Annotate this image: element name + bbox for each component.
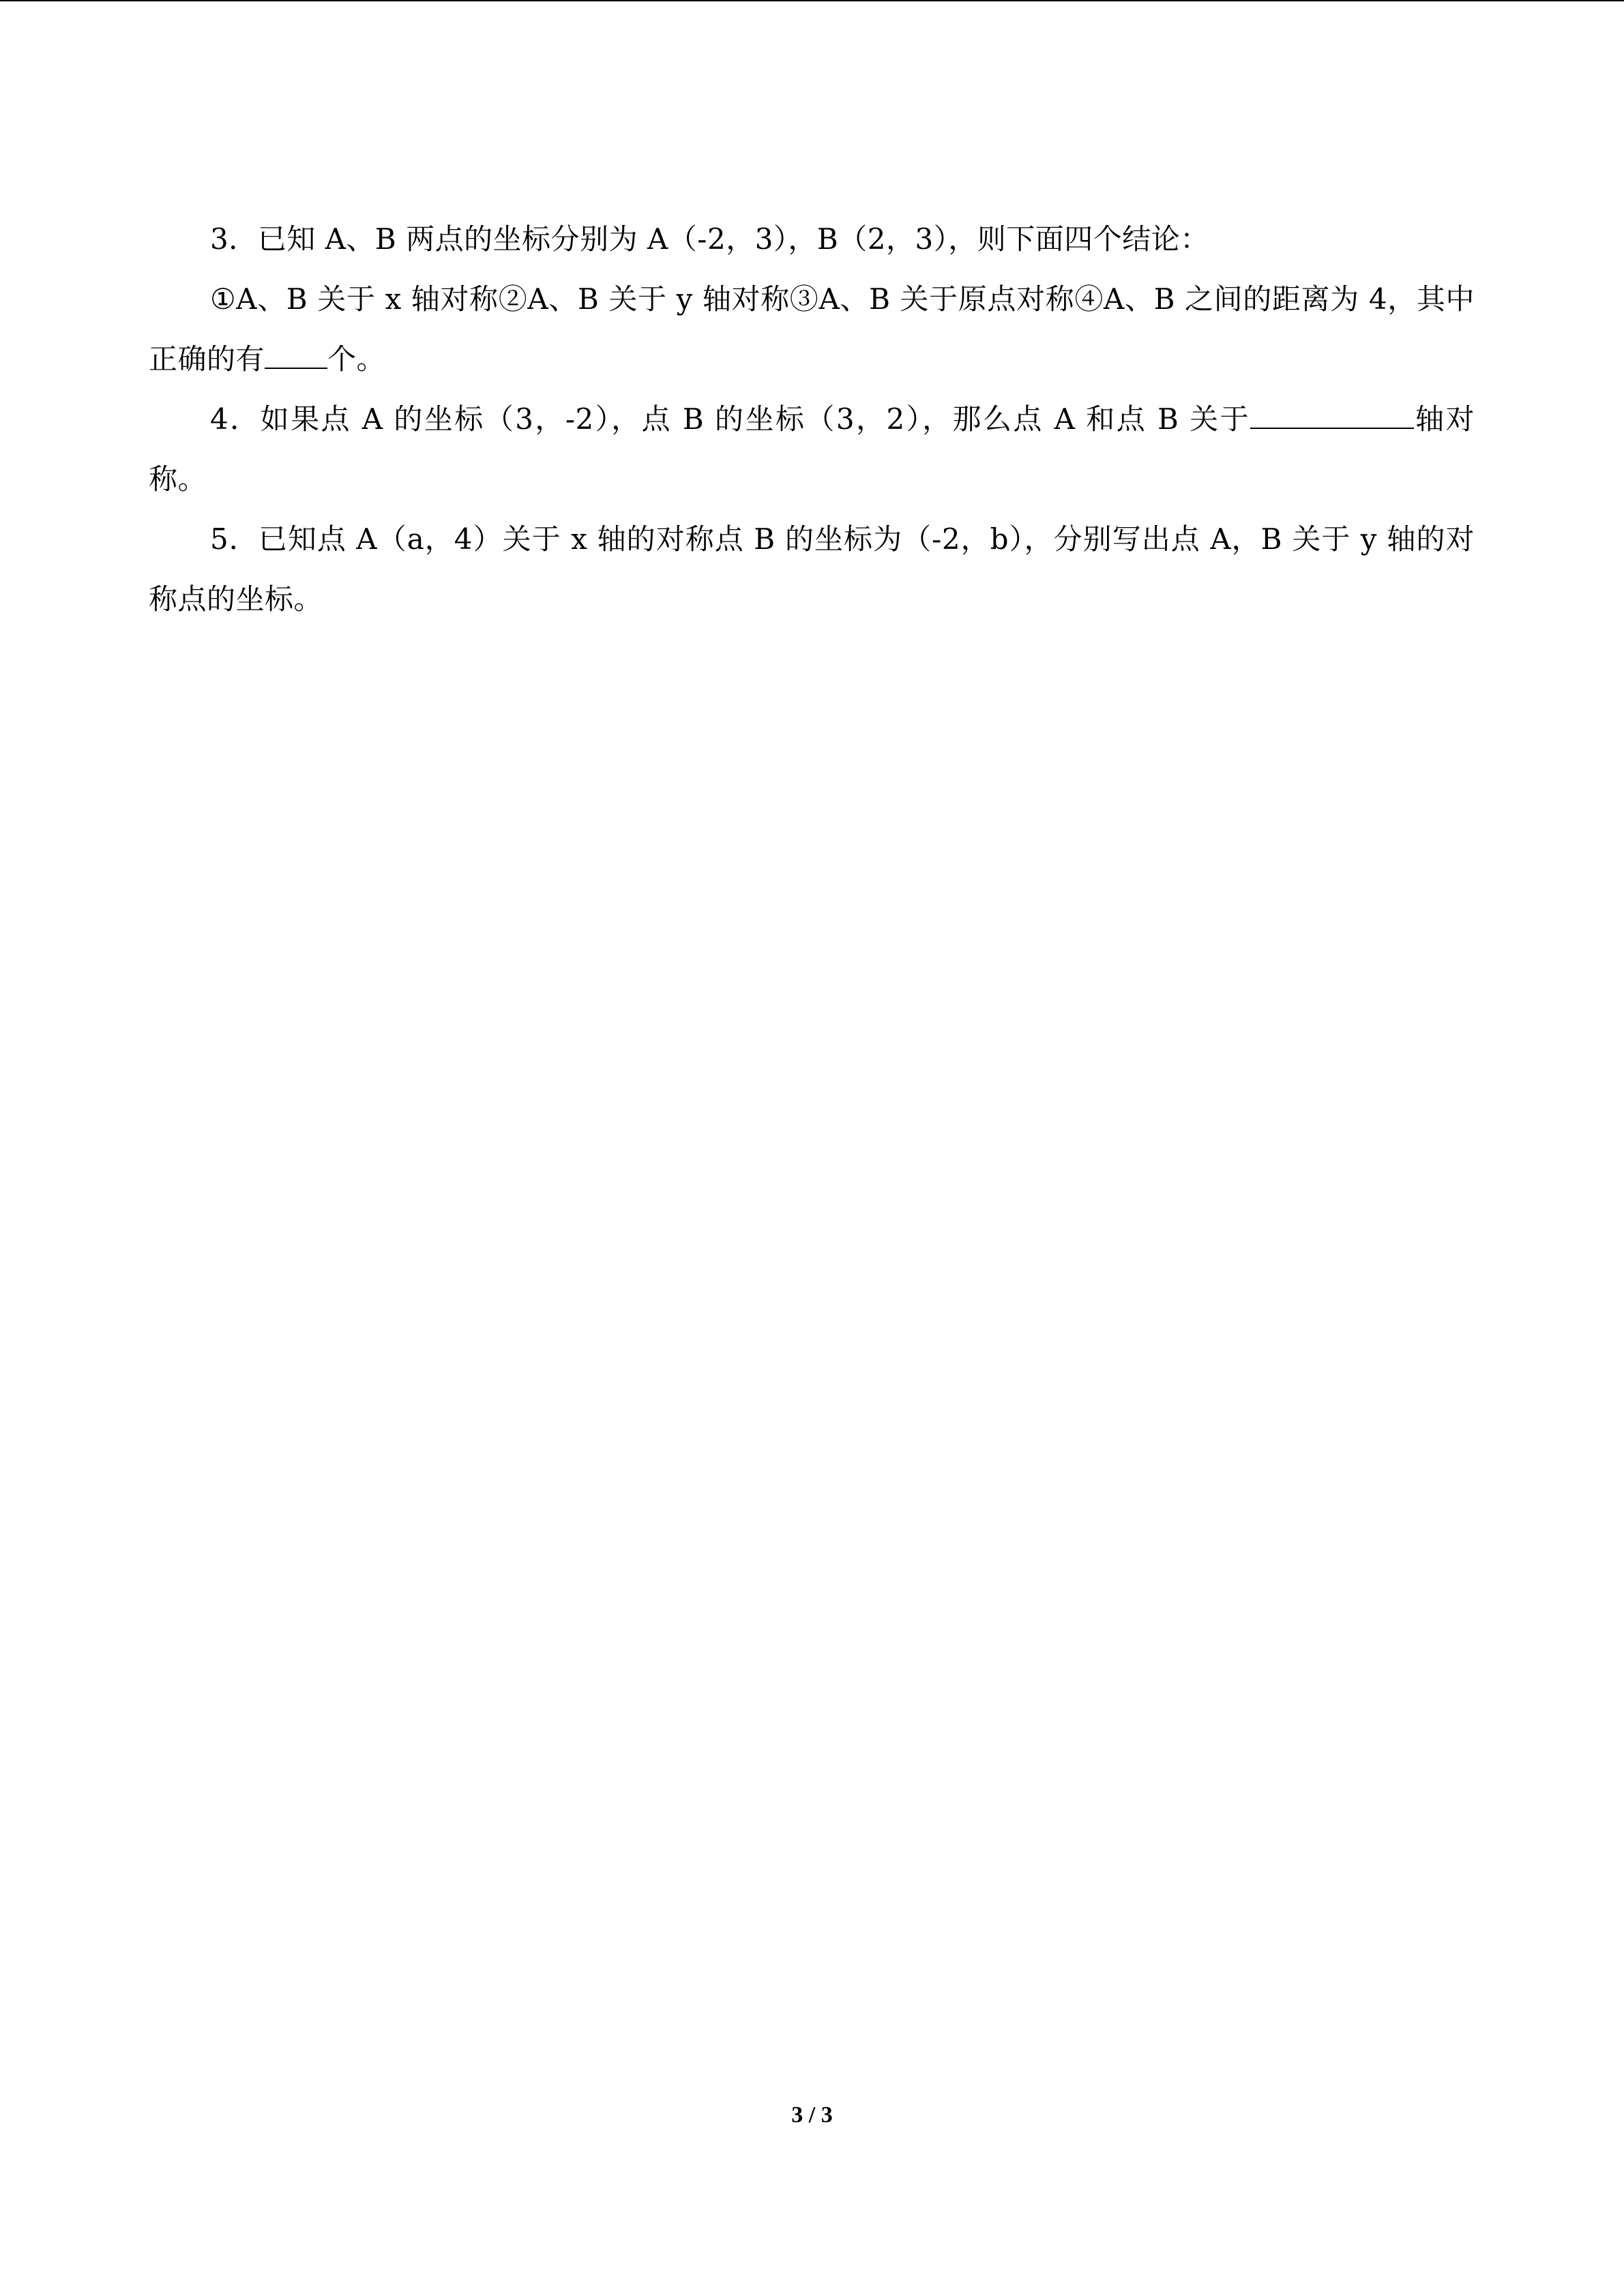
answer-blank	[265, 343, 327, 369]
answer-blank	[1250, 403, 1414, 429]
question-3-options-text: ①A、B 关于 x 轴对称②A、B 关于 y 轴对称③A、B 关于原点对称④A、B 之间的距离为 4，其中正确的有	[149, 282, 1475, 376]
question-3-text: 3．已知 A、B 两点的坐标分别为 A（-2，3），B（2，3），则下面四个结论：	[210, 222, 1209, 256]
question-3-options	[149, 269, 1475, 389]
question-4-text: 4．如果点 A 的坐标（3，-2），点 B 的坐标（3，2），那么点 A 和点 B 关于	[210, 402, 1251, 436]
question-3-options-tail: 个。	[327, 342, 386, 376]
question-5	[149, 509, 1475, 629]
question-4	[149, 389, 1475, 509]
question-3-stem	[149, 209, 1475, 269]
question-4-tail: 轴对称。	[149, 402, 1475, 496]
question-content	[149, 209, 1475, 629]
question-5-text: 5．已知点 A（a，4）关于 x 轴的对称点 B 的坐标为（-2，b），分别写出点 A，B 关于 y 轴的对称点的坐标。	[149, 522, 1475, 616]
page-number: 3 / 3	[791, 2102, 833, 2128]
